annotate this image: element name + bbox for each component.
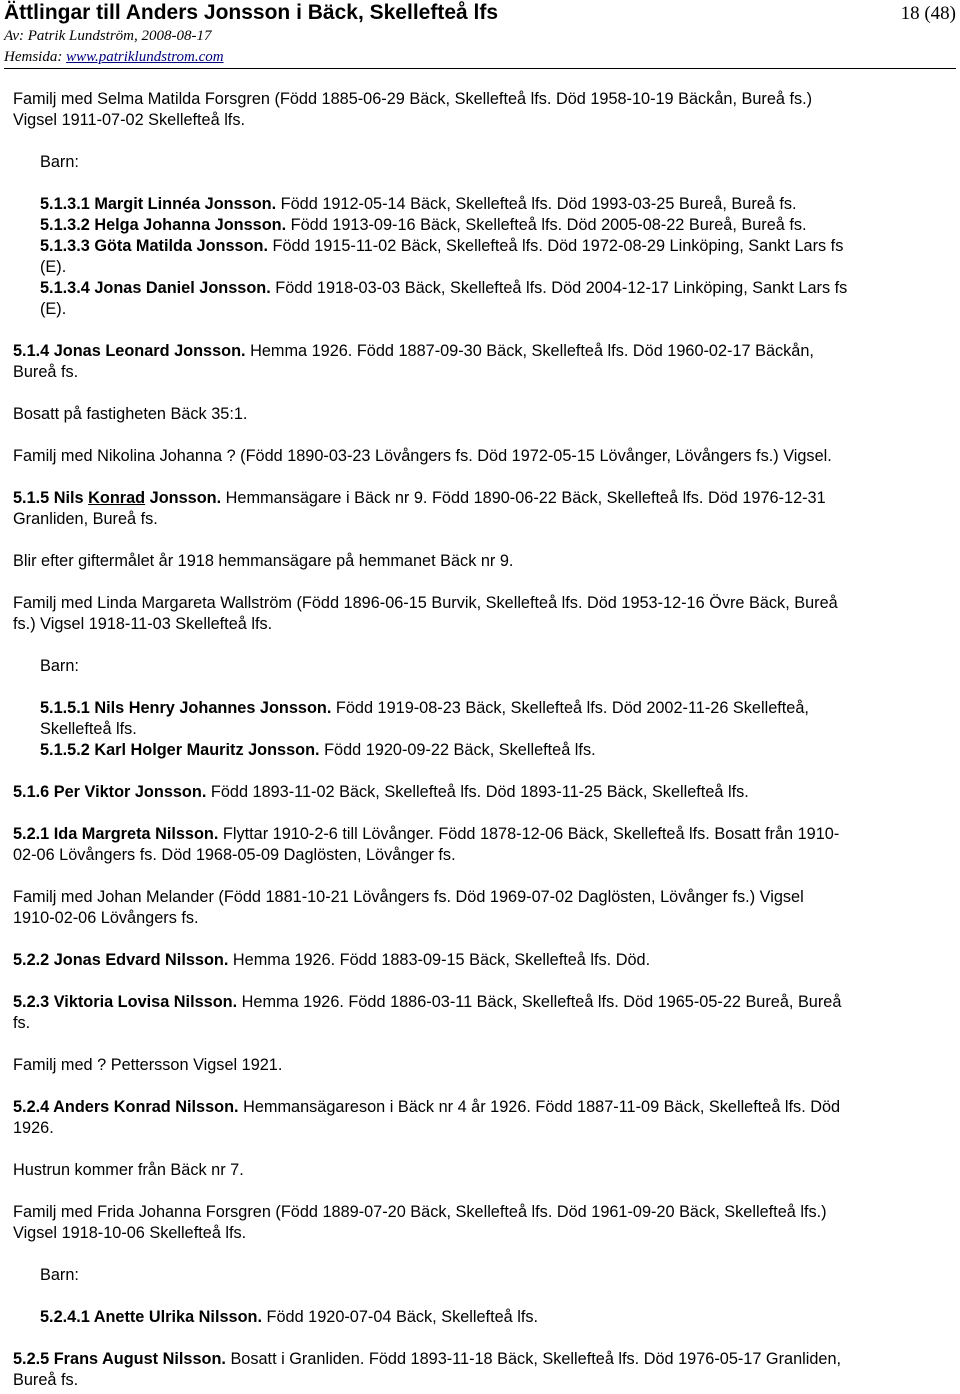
document-body <box>13 89 943 1391</box>
person-entry-516: 5.1.6 Per Viktor Jonsson. Född 1893-11-02 Bäck, Skellefteå lfs. Död 1893-11-25 Bäck, Skellefteå lfs. <box>13 783 749 801</box>
person-id: 5.2.3 Viktoria Lovisa Nilsson. <box>13 993 238 1011</box>
person-entry-515-cont: Granliden, Bureå fs. <box>13 510 158 528</box>
person-id: 5.2.4.1 Anette Ulrika Nilsson. <box>40 1308 262 1326</box>
family-line: Familj med Nikolina Johanna ? (Född 1890-03-23 Lövångers fs. Död 1972-05-15 Lövånger, Lövångers fs.) Vigsel. <box>13 447 832 465</box>
children-label: Barn: <box>40 153 79 171</box>
header-rule <box>4 68 956 69</box>
person-id: 5.1.5.1 Nils Henry Johannes Jonsson. <box>40 699 332 717</box>
child-entry-5241: 5.2.4.1 Anette Ulrika Nilsson. Född 1920-07-04 Bäck, Skellefteå lfs. <box>40 1308 539 1326</box>
child-entry-5132: 5.1.3.2 Helga Johanna Jonsson. Född 1913-09-16 Bäck, Skellefteå lfs. Död 2005-08-22 Bureå, Bureå fs. <box>40 216 807 234</box>
family-line: Familj med ? Pettersson Vigsel 1921. <box>13 1056 283 1074</box>
child-entry-5131: 5.1.3.1 Margit Linnéa Jonsson. Född 1912-05-14 Bäck, Skellefteå lfs. Död 1993-03-25 Bureå, Bureå fs. <box>40 195 797 213</box>
marriage-line: 1910-02-06 Lövångers fs. <box>13 909 199 927</box>
person-id: 5.1.3.1 Margit Linnéa Jonsson. <box>40 195 277 213</box>
person-entry-525-cont: Bureå fs. <box>13 1371 79 1389</box>
child-entry-5133: 5.1.3.3 Göta Matilda Jonsson. Född 1915-11-02 Bäck, Skellefteå lfs. Död 1972-08-29 Linköping, Sankt Lars fs <box>40 237 844 255</box>
person-entry-523-cont: fs. <box>13 1014 31 1032</box>
author-line: Av: Patrik Lundström, 2008-08-17 <box>4 28 212 44</box>
child-entry-5152: 5.1.5.2 Karl Holger Mauritz Jonsson. Född 1920-09-22 Bäck, Skellefteå lfs. <box>40 741 596 759</box>
homepage-link[interactable]: www.patriklundstrom.com <box>66 49 224 65</box>
document-title: Ättlingar till Anders Jonsson i Bäck, Skellefteå lfs <box>4 1 499 24</box>
child-entry-5151-cont: Skellefteå lfs. <box>40 720 137 738</box>
person-id: 5.2.1 Ida Margreta Nilsson. <box>13 825 219 843</box>
person-entry-524: 5.2.4 Anders Konrad Nilsson. Hemmansägareson i Bäck nr 4 år 1926. Född 1887-11-09 Bäck, Skellefteå lfs. Död <box>13 1098 841 1116</box>
page-header <box>4 0 956 70</box>
page-number: 18 (48) <box>900 3 956 24</box>
person-entry-514: 5.1.4 Jonas Leonard Jonsson. Hemma 1926. Född 1887-09-30 Bäck, Skellefteå lfs. Död 1960-02-17 Bäckån, <box>13 342 814 360</box>
person-entry-514-cont: Bureå fs. <box>13 363 79 381</box>
note-line: Bosatt på fastigheten Bäck 35:1. <box>13 405 248 423</box>
person-entry-524-cont: 1926. <box>13 1119 54 1137</box>
person-id: 5.1.3.2 Helga Johanna Jonsson. <box>40 216 287 234</box>
person-id: 5.1.3.3 Göta Matilda Jonsson. <box>40 237 269 255</box>
person-id: 5.2.2 Jonas Edvard Nilsson. <box>13 951 229 969</box>
note-line: Blir efter giftermålet år 1918 hemmansägare på hemmanet Bäck nr 9. <box>13 552 514 570</box>
person-id: 5.2.4 Anders Konrad Nilsson. <box>13 1098 239 1116</box>
marriage-line: fs.) Vigsel 1918-11-03 Skellefteå lfs. <box>13 615 273 633</box>
homepage-line <box>4 48 224 66</box>
family-line: Familj med Frida Johanna Forsgren (Född 1889-07-20 Bäck, Skellefteå lfs. Död 1961-09-20 Bäck, Skellefteå lfs.) <box>13 1203 827 1221</box>
person-id: 5.2.5 Frans August Nilsson. <box>13 1350 226 1368</box>
person-entry-522: 5.2.2 Jonas Edvard Nilsson. Hemma 1926. Född 1883-09-15 Bäck, Skellefteå lfs. Död. <box>13 951 651 969</box>
child-entry-5134: 5.1.3.4 Jonas Daniel Jonsson. Född 1918-03-03 Bäck, Skellefteå lfs. Död 2004-12-17 Linköping, Sankt Lars fs <box>40 279 848 297</box>
child-entry-5151: 5.1.5.1 Nils Henry Johannes Jonsson. Född 1919-08-23 Bäck, Skellefteå lfs. Död 2002-11-26 Skellefteå, <box>40 699 809 717</box>
child-entry-5133-cont: (E). <box>40 258 67 276</box>
note-line: Hustrun kommer från Bäck nr 7. <box>13 1161 244 1179</box>
family-line: Familj med Johan Melander (Född 1881-10-21 Lövångers fs. Död 1969-07-02 Daglösten, Lövånger fs.) Vigsel <box>13 888 804 906</box>
person-id: 5.1.6 Per Viktor Jonsson. <box>13 783 207 801</box>
person-entry-523: 5.2.3 Viktoria Lovisa Nilsson. Hemma 1926. Född 1886-03-11 Bäck, Skellefteå lfs. Död 1965-05-22 Bureå, Bureå <box>13 993 842 1011</box>
person-entry-521-cont: 02-06 Lövångers fs. Död 1968-05-09 Daglösten, Lövånger fs. <box>13 846 456 864</box>
person-entry-515: 5.1.5 Nils Konrad Jonsson. Hemmansägare i Bäck nr 9. Född 1890-06-22 Bäck, Skellefteå lfs. Död 1976-12-31 <box>13 489 826 507</box>
person-id: 5.1.4 Jonas Leonard Jonsson. <box>13 342 246 360</box>
children-label: Barn: <box>40 1266 79 1284</box>
children-label: Barn: <box>40 657 79 675</box>
person-id: 5.1.5.2 Karl Holger Mauritz Jonsson. <box>40 741 320 759</box>
marriage-line: Vigsel 1918-10-06 Skellefteå lfs. <box>13 1224 247 1242</box>
homepage-label: Hemsida: <box>4 49 67 65</box>
child-entry-5134-cont: (E). <box>40 300 67 318</box>
person-entry-525: 5.2.5 Frans August Nilsson. Bosatt i Granliden. Född 1893-11-18 Bäck, Skellefteå lfs. Död 1976-05-17 Granliden, <box>13 1350 842 1368</box>
family-line: Familj med Selma Matilda Forsgren (Född 1885-06-29 Bäck, Skellefteå lfs. Död 1958-10-19 Bäckån, Bureå fs.) <box>13 90 813 108</box>
family-line: Familj med Linda Margareta Wallström (Född 1896-06-15 Burvik, Skellefteå lfs. Död 1953-12-16 Övre Bäck, Bureå <box>13 594 838 612</box>
person-entry-521: 5.2.1 Ida Margreta Nilsson. Flyttar 1910-2-6 till Lövånger. Född 1878-12-06 Bäck, Skellefteå lfs. Bosatt från 1910- <box>13 825 840 843</box>
marriage-line: Vigsel 1911-07-02 Skellefteå lfs. <box>13 111 245 129</box>
person-id: 5.1.5 Nils Konrad Jonsson. <box>13 489 222 507</box>
person-id: 5.1.3.4 Jonas Daniel Jonsson. <box>40 279 271 297</box>
